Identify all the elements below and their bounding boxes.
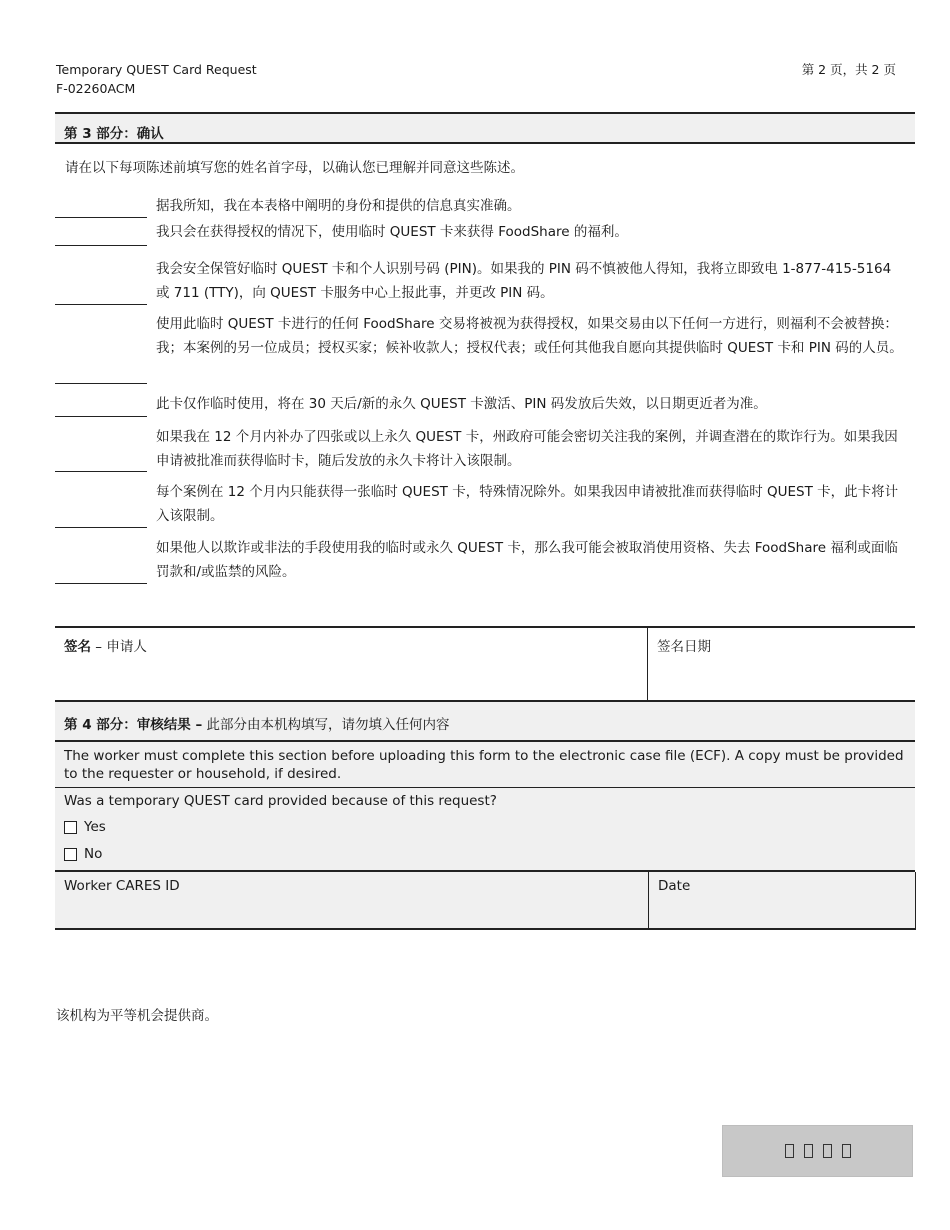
applicant-signature-field[interactable] [55, 628, 648, 700]
missing-glyph-icon [785, 1144, 794, 1158]
statement-item [55, 417, 915, 472]
question-text: Was a temporary QUEST card provided because of this request? [64, 793, 497, 809]
statement-text: 据我所知，我在本表格中阐明的身份和提供的信息真实准确。 [156, 198, 521, 214]
section-3-title [55, 112, 915, 144]
option-yes[interactable] [64, 818, 906, 836]
section-4-note: The worker must complete this section before uploading this form to the electronic case file (ECF). A copy must be provided to the requester or household, if desired. [55, 742, 915, 788]
page-indicator: 第 2 页，共 2 页 [801, 62, 896, 77]
signature-row [55, 626, 915, 702]
form-number: F-02260ACM [56, 81, 136, 96]
missing-glyph-icon [823, 1144, 832, 1158]
missing-glyph-icon [842, 1144, 851, 1158]
worker-date-field[interactable] [649, 872, 916, 928]
signature-label-suffix: – 申请人 [91, 639, 147, 655]
statement-text: 我会安全保管好临时 QUEST 卡和个人识别号码 (PIN)。如果我的 PIN 码不慎被他人得知，我将立即致电 1-877-415-5164 或 711 (TTY)，向 QUEST 卡服务中心上报此事，并更改 PIN 码。 [156, 261, 892, 301]
option-yes-label: Yes [84, 819, 106, 835]
form-title: Temporary QUEST Card Request [56, 62, 257, 77]
statement-item [55, 384, 915, 417]
section-3-title-text: 第 3 部分：确认 [64, 126, 164, 142]
worker-date-label: Date [658, 878, 691, 894]
missing-glyph-icon [804, 1144, 813, 1158]
statement-text: 使用此临时 QUEST 卡进行的任何 FoodShare 交易将被视为获得授权，如果交易由以下任何一方进行，则福利不会被替换：我；本案例的另一位成员；授权买家；候补收款人；授权代表；或任何其他我自愿向其提供临时 QUEST 卡和 PIN 码的人员。 [156, 316, 903, 356]
statement-list [55, 180, 915, 584]
section-4-question [55, 788, 915, 872]
section-3-instructions: 请在以下每项陈述前填写您的姓名首字母，以确认您已理解并同意这些陈述。 [65, 160, 524, 176]
statement-text: 此卡仅作临时使用，将在 30 天后/新的永久 QUEST 卡激活、PIN 码发放后失效，以日期更近者为准。 [156, 396, 767, 412]
signature-date-label: 签名日期 [657, 639, 711, 655]
section-4-title-note: 此部分由本机构填写，请勿填入任何内容 [202, 717, 450, 733]
checkbox-no[interactable] [64, 848, 77, 861]
statement-item [55, 528, 915, 584]
worker-cares-id-field[interactable] [55, 872, 649, 928]
submit-button[interactable] [722, 1125, 913, 1177]
option-no-label: No [84, 846, 103, 862]
checkbox-yes[interactable] [64, 821, 77, 834]
option-no[interactable] [64, 845, 906, 863]
statement-item [55, 246, 915, 305]
section-4-title-text: 第 4 部分：审核结果 – [64, 717, 203, 733]
statement-item [55, 180, 915, 218]
equal-opportunity-statement: 该机构为平等机会提供商。 [56, 1008, 218, 1024]
statement-text: 如果他人以欺诈或非法的手段使用我的临时或永久 QUEST 卡，那么我可能会被取消使用资格、失去 FoodShare 福利或面临罚款和/或监禁的风险。 [156, 540, 898, 580]
section-4-title [55, 702, 915, 742]
statement-text: 每个案例在 12 个月内只能获得一张临时 QUEST 卡，特殊情况除外。如果我因申请被批准而获得临时 QUEST 卡，此卡将计入该限制。 [156, 484, 899, 524]
page-header [56, 60, 896, 98]
statement-text: 如果我在 12 个月内补办了四张或以上永久 QUEST 卡，州政府可能会密切关注我的案例，并调查潜在的欺诈行为。如果我因申请被批准而获得临时卡，随后发放的永久卡将计入该限制。 [156, 429, 898, 469]
worker-row [55, 872, 916, 930]
statement-item [55, 305, 915, 384]
signature-label: 签名 [64, 639, 91, 655]
worker-cares-id-label: Worker CARES ID [64, 878, 180, 894]
signature-date-field[interactable] [648, 628, 915, 700]
initials-field[interactable] [55, 582, 147, 584]
statement-item [55, 218, 915, 246]
section-3-acknowledgement [55, 112, 915, 584]
statement-text: 我只会在获得授权的情况下，使用临时 QUEST 卡来获得 FoodShare 的福利。 [156, 224, 628, 240]
statement-item [55, 472, 915, 528]
